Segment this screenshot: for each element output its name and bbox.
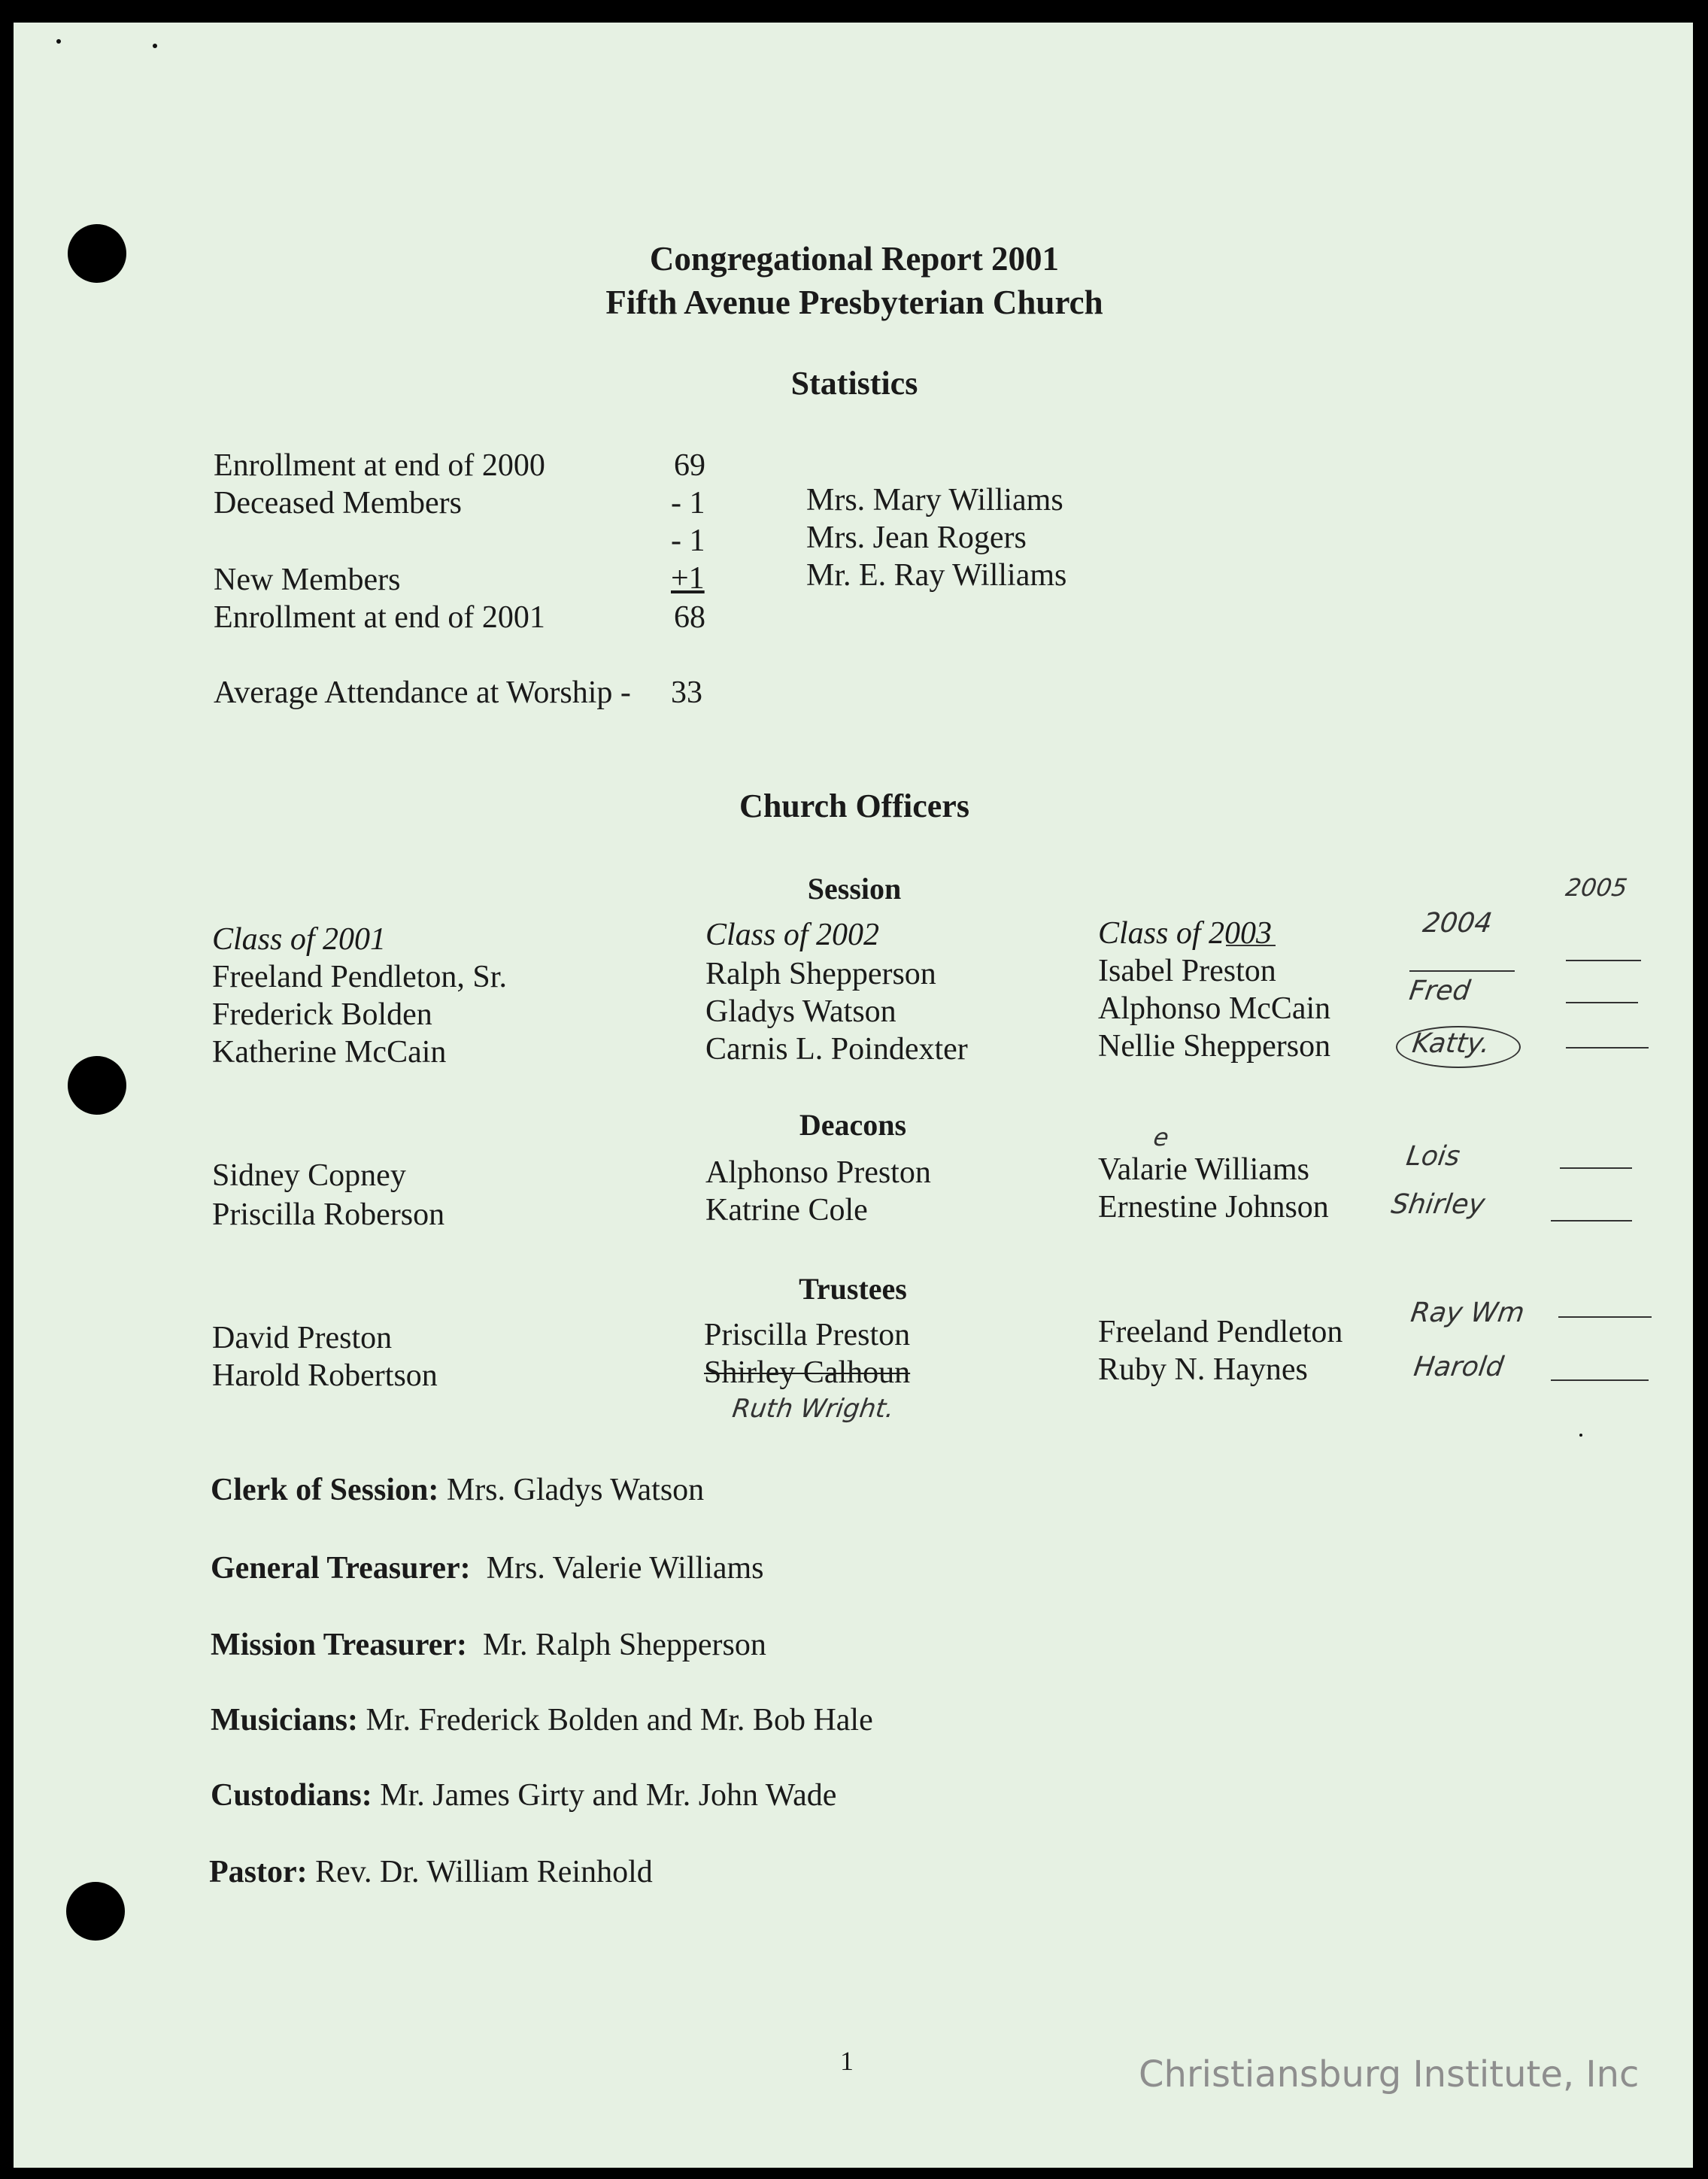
role-value: Mr. Ralph Shepperson: [483, 1628, 766, 1662]
role-value: Mr. Frederick Bolden and Mr. Bob Hale: [366, 1703, 873, 1737]
stat-value: +1: [671, 561, 705, 596]
punch-hole-middle: [68, 1056, 126, 1115]
trustee-name: Freeland Pendleton: [1098, 1315, 1343, 1349]
report-title: Congregational Report 2001: [649, 240, 1060, 278]
session-member: Nellie Shepperson: [1098, 1029, 1331, 1064]
trustee-name: Harold Robertson: [212, 1358, 438, 1393]
handwritten-year-2004: 2004: [1421, 908, 1494, 939]
handwritten-note: Lois: [1404, 1141, 1462, 1172]
punch-hole-top: [68, 224, 126, 283]
paper-page: [14, 23, 1693, 2168]
trustees-heading: Trustees: [799, 1272, 907, 1306]
class-label: Class of 2002: [705, 918, 880, 952]
role-value: Mrs. Gladys Watson: [446, 1473, 705, 1507]
session-member: Alphonso McCain: [1098, 991, 1331, 1026]
role-label: Custodians:: [211, 1778, 372, 1813]
watermark: Christiansburg Institute, Inc: [1139, 2053, 1640, 2096]
role-musicians: [211, 1704, 873, 1736]
session-member: Carnis L. Poindexter: [705, 1032, 968, 1067]
trustee-name: Priscilla Preston: [704, 1318, 911, 1352]
session-heading: Session: [807, 872, 902, 906]
role-value: Mr. James Girty and Mr. John Wade: [380, 1778, 837, 1813]
role-label: Pastor:: [209, 1855, 308, 1889]
handwritten-year-2005: 2005: [1564, 873, 1630, 902]
handwritten-blank-line: [1551, 1379, 1649, 1381]
session-member: Ralph Shepperson: [705, 957, 936, 991]
stat-label: New Members: [214, 563, 401, 597]
deacons-heading: Deacons: [799, 1108, 907, 1142]
handwritten-note: Katty.: [1410, 1028, 1492, 1059]
trustee-name: Ruby N. Haynes: [1098, 1352, 1308, 1387]
handwritten-correction: e: [1151, 1123, 1171, 1152]
handwritten-blank-line: [1409, 970, 1515, 972]
deacon-name: Valarie Williams: [1098, 1152, 1309, 1187]
role-label: Musicians:: [211, 1703, 359, 1737]
trustee-name: Shirley Calhoun: [704, 1355, 911, 1390]
session-member: Frederick Bolden: [212, 997, 432, 1032]
stat-value: - 1: [671, 524, 705, 558]
stat-note: Mr. E. Ray Williams: [806, 558, 1067, 593]
speck: [153, 44, 157, 48]
role-pastor: [209, 1856, 653, 1888]
role-label: Clerk of Session:: [211, 1473, 439, 1507]
punch-hole-bottom: [66, 1882, 125, 1941]
class-label: Class of 2003: [1098, 916, 1273, 951]
role-value: Mrs. Valerie Williams: [486, 1551, 764, 1586]
trustee-name: David Preston: [212, 1321, 393, 1355]
speck: [1579, 1434, 1582, 1437]
deacon-name: Priscilla Roberson: [212, 1197, 445, 1232]
class-label: Class of 2001: [212, 922, 387, 957]
handwritten-blank-line: [1566, 1002, 1638, 1003]
handwritten-note: Harold: [1412, 1352, 1506, 1382]
statistics-heading: Statistics: [790, 365, 918, 402]
role-mission-treasurer: [211, 1629, 766, 1661]
deacon-name: Katrine Cole: [705, 1193, 868, 1228]
role-clerk: [211, 1474, 704, 1506]
role-general-treasurer: [211, 1552, 764, 1584]
stat-note: Mrs. Jean Rogers: [806, 520, 1027, 555]
role-value: Rev. Dr. William Reinhold: [315, 1855, 653, 1889]
deacon-name: Ernestine Johnson: [1098, 1190, 1329, 1225]
handwritten-note: Shirley: [1389, 1189, 1487, 1220]
handwritten-note: Fred: [1407, 976, 1473, 1006]
session-member: Freeland Pendleton, Sr.: [212, 960, 507, 994]
attendance-value: 33: [671, 675, 702, 710]
church-name: Fifth Avenue Presbyterian Church: [605, 284, 1103, 321]
page-number: 1: [840, 2046, 854, 2076]
stat-value: - 1: [671, 486, 705, 520]
handwritten-note: Ruth Wright.: [730, 1394, 896, 1424]
session-member: Gladys Watson: [705, 994, 896, 1029]
session-member: Katherine McCain: [212, 1035, 447, 1070]
stat-value: 69: [674, 448, 705, 483]
handwritten-note: Ray Wm: [1409, 1297, 1527, 1328]
handwritten-underline: [1226, 945, 1276, 946]
deacon-name: Alphonso Preston: [705, 1155, 931, 1190]
handwritten-blank-line: [1566, 1047, 1649, 1049]
stat-value: 68: [674, 600, 705, 635]
role-label: General Treasurer:: [211, 1551, 471, 1586]
stat-note: Mrs. Mary Williams: [806, 483, 1063, 517]
stat-label: Deceased Members: [214, 486, 463, 520]
stat-label: Enrollment at end of 2001: [214, 600, 545, 635]
stat-label: Enrollment at end of 2000: [214, 448, 545, 483]
session-member: Isabel Preston: [1098, 954, 1276, 988]
role-custodians: [211, 1780, 836, 1811]
role-label: Mission Treasurer:: [211, 1628, 468, 1662]
officers-heading: Church Officers: [739, 788, 969, 824]
deacon-name: Sidney Copney: [212, 1158, 406, 1193]
attendance-label: Average Attendance at Worship -: [214, 675, 631, 710]
handwritten-blank-line: [1560, 1167, 1632, 1169]
handwritten-blank-line: [1551, 1220, 1632, 1222]
speck: [56, 39, 61, 44]
handwritten-blank-line: [1558, 1316, 1652, 1318]
handwritten-blank-line: [1566, 960, 1641, 961]
